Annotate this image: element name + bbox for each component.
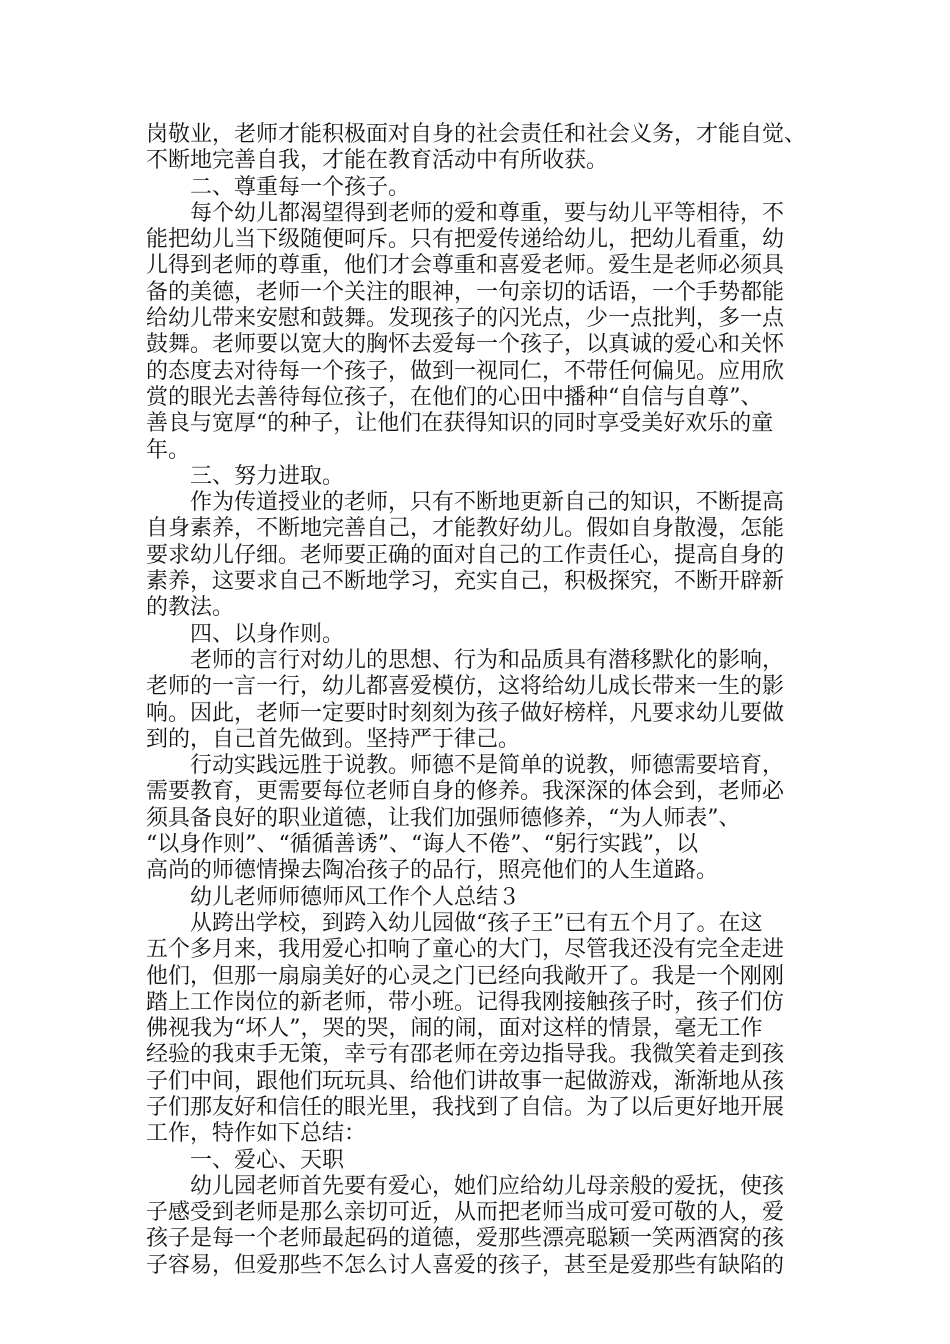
text-line: “以身作则”、“循循善诱”、“诲人不倦”、“躬行实践”，以: [146, 832, 698, 858]
text-line: 子们中间，跟他们玩玩具、给他们讲故事一起做游戏，渐渐地从孩: [146, 1068, 785, 1094]
text-line: 幼儿园老师首先要有爱心，她们应给幼儿母亲般的爱抚，使孩: [190, 1173, 785, 1199]
text-line: 幼儿老师师德师风工作个人总结３: [190, 884, 521, 910]
text-line: 踏上工作岗位的新老师，带小班。记得我刚接触孩子时，孩子们仿: [146, 989, 785, 1015]
text-line: 四、以身作则。: [190, 621, 345, 647]
text-line: 儿得到老师的尊重，他们才会尊重和喜爱老师。爱生是老师必须具: [146, 253, 785, 279]
text-line: 备的美德，老师一个关注的眼神，一句亲切的话语，一个手势都能: [146, 279, 785, 305]
text-line: 给幼儿带来安慰和鼓舞。发现孩子的闪光点，少一点批判，多一点: [146, 306, 785, 332]
text-line: 行动实践远胜于说教。师德不是简单的说教，师德需要培育，: [190, 753, 785, 779]
text-line: 他们，但那一扇扇美好的心灵之门已经向我敞开了。我是一个刚刚: [146, 963, 785, 989]
text-line: 一、爱心、天职: [190, 1147, 345, 1173]
text-line: 经验的我束手无策，幸亏有邵老师在旁边指导我。我微笑着走到孩: [146, 1042, 785, 1068]
text-line: 子们那友好和信任的眼光里，我找到了自信。为了以后更好地开展: [146, 1094, 785, 1120]
text-line: 岗敬业，老师才能积极面对自身的社会责任和社会义务，才能自觉、: [146, 122, 807, 147]
text-line: 工作，特作如下总结：: [146, 1121, 367, 1147]
text-line: 到的，自己首先做到。坚持严于律己。: [146, 726, 521, 752]
text-line: 老师的言行对幼儿的思想、行为和品质具有潜移默化的影响，: [190, 647, 785, 673]
text-line: 须具备良好的职业道德，让我们加强师德修养，“为人师表”、: [146, 805, 741, 831]
text-line: 孩子是每一个老师最起码的道德，爱那些漂亮聪颖一笑两酒窝的孩: [146, 1226, 785, 1252]
text-line: 老师的一言一行，幼儿都喜爱模仿，这将给幼儿成长带来一生的影: [146, 674, 785, 700]
text-line: 子容易，但爱那些不怎么讨人喜爱的孩子，甚至是爱那些有缺陷的: [146, 1252, 785, 1278]
text-line: 赏的眼光去善待每位孩子，在他们的心田中播种“自信与自尊”、: [146, 384, 763, 410]
text-line: 年。: [146, 437, 191, 463]
text-line: 二、尊重每一个孩子。: [190, 174, 411, 200]
text-line: 高尚的师德情操去陶冶孩子的品行，照亮他们的人生道路。: [146, 858, 719, 884]
text-line: 需要教育，更需要每位老师自身的修养。我深深的体会到，老师必: [146, 779, 785, 805]
text-line: 从跨出学校，到跨入幼儿园做“孩子王”已有五个月了。在这: [190, 910, 763, 936]
text-line: 响。因此，老师一定要时时刻刻为孩子做好榜样，凡要求幼儿要做: [146, 700, 785, 726]
text-line: 自身素养，不断地完善自己，才能教好幼儿。假如自身散漫，怎能: [146, 516, 785, 542]
text-line: 素养，这要求自己不断地学习，充实自己，积极探究，不断开辟新: [146, 569, 785, 595]
text-line: 佛视我为“坏人”，哭的哭，闹的闹，面对这样的情景，毫无工作: [146, 1016, 763, 1042]
text-line: 作为传道授业的老师，只有不断地更新自己的知识，不断提高: [190, 490, 785, 516]
text-line: 能把幼儿当下级随便呵斥。只有把爱传递给幼儿，把幼儿看重，幼: [146, 227, 785, 253]
text-line: 的教法。: [146, 595, 235, 621]
text-line: 要求幼儿仔细。老师要正确的面对自己的工作责任心，提高自身的: [146, 542, 785, 568]
text-line: 的态度去对待每一个孩子，做到一视同仁，不带任何偏见。应用欣: [146, 358, 785, 384]
text-line: 每个幼儿都渴望得到老师的爱和尊重，要与幼儿平等相待，不: [190, 200, 785, 226]
text-line: 子感受到老师是那么亲切可近，从而把老师当成可爱可敬的人，爱: [146, 1200, 785, 1226]
text-line: 鼓舞。老师要以宽大的胸怀去爱每一个孩子，以真诚的爱心和关怀: [146, 332, 785, 358]
text-line: 三、努力进取。: [190, 463, 345, 489]
document-body: [146, 122, 810, 1279]
text-line: 善良与宽厚“的种子，让他们在获得知识的同时享受美好欢乐的童: [146, 411, 774, 437]
text-line: 不断地完善自我，才能在教育活动中有所收获。: [146, 148, 609, 174]
text-line: 五个多月来，我用爱心扣响了童心的大门，尽管我还没有完全走进: [146, 937, 785, 963]
